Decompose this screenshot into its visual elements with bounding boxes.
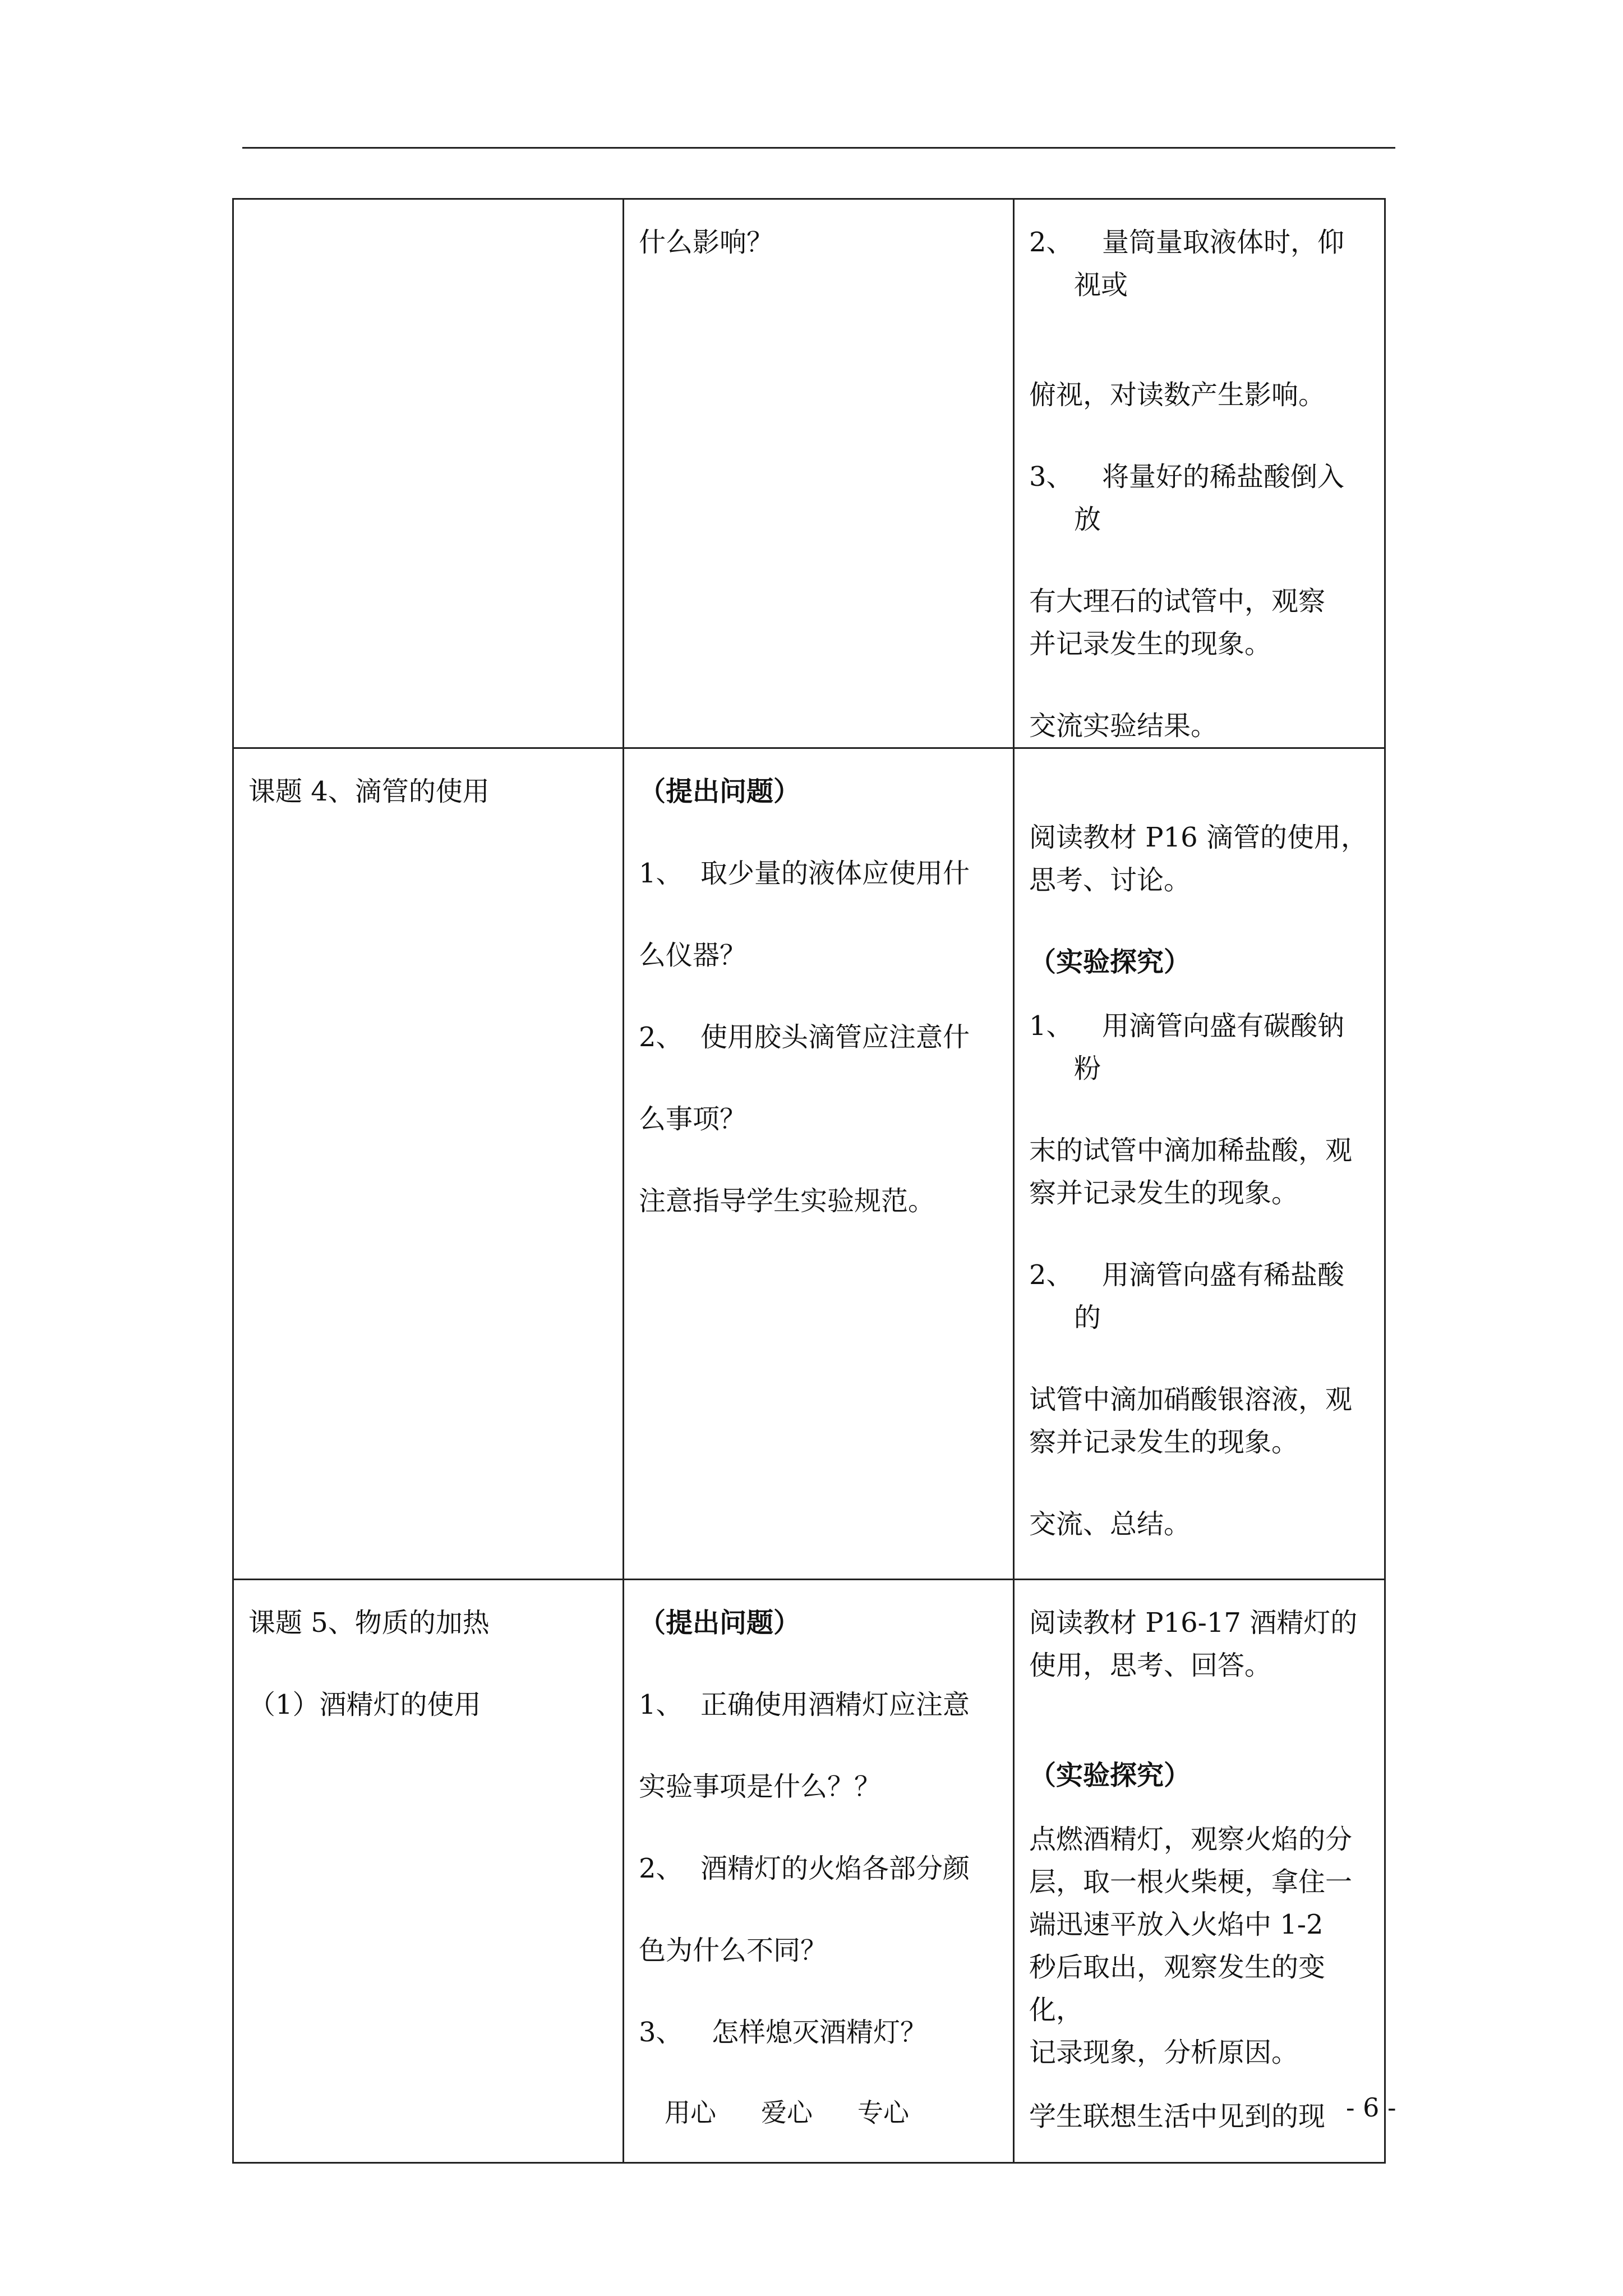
student-text: 阅读教材 P16 滴管的使用， bbox=[1029, 822, 1368, 853]
student-text: 层，取一根火柴梗，拿住一 bbox=[1029, 1866, 1353, 1898]
student-item: 2、 量筒量取液体时，仰 bbox=[1029, 227, 1345, 258]
teacher-cell bbox=[624, 748, 1014, 1580]
student-item: 3、 将量好的稀盐酸倒入 bbox=[1029, 461, 1345, 493]
student-item-cont: 的 bbox=[1074, 1302, 1101, 1333]
topic-cell bbox=[233, 199, 624, 748]
student-text: 末的试管中滴加稀盐酸，观 bbox=[1029, 1135, 1353, 1166]
table-row bbox=[233, 1580, 1385, 2163]
student-cell bbox=[1014, 1580, 1385, 2163]
student-text: 端迅速平放入火焰中 1-2 bbox=[1029, 1909, 1324, 1940]
teacher-item: 3、 怎样熄灭酒精灯？ bbox=[639, 2017, 928, 2048]
student-text: 试管中滴加硝酸银溶液，观 bbox=[1029, 1384, 1353, 1415]
student-text: 秒后取出，观察发生的变化， bbox=[1029, 1952, 1326, 2026]
student-text: 有大理石的试管中，观察 bbox=[1029, 586, 1326, 617]
lesson-plan-table bbox=[232, 198, 1386, 2164]
student-cell bbox=[1014, 199, 1385, 748]
header-rule bbox=[242, 147, 1395, 149]
section-heading: （提出问题） bbox=[639, 1607, 801, 1639]
footer-motto-word: 用心 bbox=[665, 2097, 716, 2128]
teacher-item-cont: 么事项？ bbox=[639, 1103, 747, 1135]
student-item-cont: 视或 bbox=[1074, 269, 1128, 301]
student-item-cont: 放 bbox=[1074, 504, 1101, 535]
topic-subtitle: （1）酒精灯的使用 bbox=[248, 1689, 481, 1720]
teacher-note: 注意指导学生实验规范。 bbox=[639, 1185, 935, 1217]
teacher-item: 1、 正确使用酒精灯应注意 bbox=[639, 1689, 970, 1720]
teacher-item: 2、 酒精灯的火焰各部分颜 bbox=[639, 1853, 970, 1884]
student-text: 察并记录发生的现象。 bbox=[1029, 1177, 1299, 1209]
student-cell bbox=[1014, 748, 1385, 1580]
footer-motto-word: 爱心 bbox=[761, 2097, 813, 2128]
teacher-item: 2、 使用胶头滴管应注意什 bbox=[639, 1022, 970, 1053]
student-text: 阅读教材 P16-17 酒精灯的 bbox=[1029, 1607, 1358, 1639]
student-text: 记录现象，分析原因。 bbox=[1029, 2037, 1299, 2068]
student-text: 察并记录发生的现象。 bbox=[1029, 1427, 1299, 1458]
student-text: 交流、总结。 bbox=[1029, 1508, 1191, 1540]
footer-motto-word: 专心 bbox=[857, 2097, 909, 2128]
page-number: - 6 - bbox=[1346, 2092, 1396, 2123]
student-text: 俯视，对读数产生影响。 bbox=[1029, 379, 1326, 411]
footer-motto bbox=[665, 2092, 954, 2129]
student-text: 点燃酒精灯，观察火焰的分 bbox=[1029, 1824, 1353, 1855]
section-heading: （提出问题） bbox=[639, 776, 801, 807]
student-text: 使用，思考、回答。 bbox=[1029, 1650, 1272, 1681]
student-text: 并记录发生的现象。 bbox=[1029, 628, 1272, 660]
teacher-cell bbox=[624, 199, 1014, 748]
teacher-cell bbox=[624, 1580, 1014, 2163]
student-text: 交流实验结果。 bbox=[1029, 710, 1218, 742]
teacher-item: 1、 取少量的液体应使用什 bbox=[639, 858, 970, 889]
table-row bbox=[233, 748, 1385, 1580]
student-text: 思考、讨论。 bbox=[1029, 864, 1191, 896]
student-item: 1、 用滴管向盛有碳酸钠 bbox=[1029, 1010, 1345, 1042]
table-row bbox=[233, 199, 1385, 748]
teacher-item-cont: 么仪器？ bbox=[639, 940, 747, 971]
student-text: 学生联想生活中见到的现 bbox=[1029, 2101, 1326, 2132]
section-heading: （实验探究） bbox=[1029, 946, 1191, 978]
topic-cell bbox=[233, 748, 624, 1580]
student-item-cont: 粉 bbox=[1074, 1053, 1101, 1084]
topic-title: 课题 4、滴管的使用 bbox=[248, 776, 490, 807]
teacher-item-cont: 实验事项是什么？？ bbox=[639, 1771, 882, 1802]
student-item: 2、 用滴管向盛有稀盐酸 bbox=[1029, 1259, 1345, 1291]
topic-title: 课题 5、物质的加热 bbox=[248, 1607, 490, 1639]
topic-cell bbox=[233, 1580, 624, 2163]
section-heading: （实验探究） bbox=[1029, 1760, 1191, 1791]
teacher-text: 什么影响？ bbox=[639, 227, 774, 258]
teacher-item-cont: 色为什么不同？ bbox=[639, 1935, 828, 1966]
